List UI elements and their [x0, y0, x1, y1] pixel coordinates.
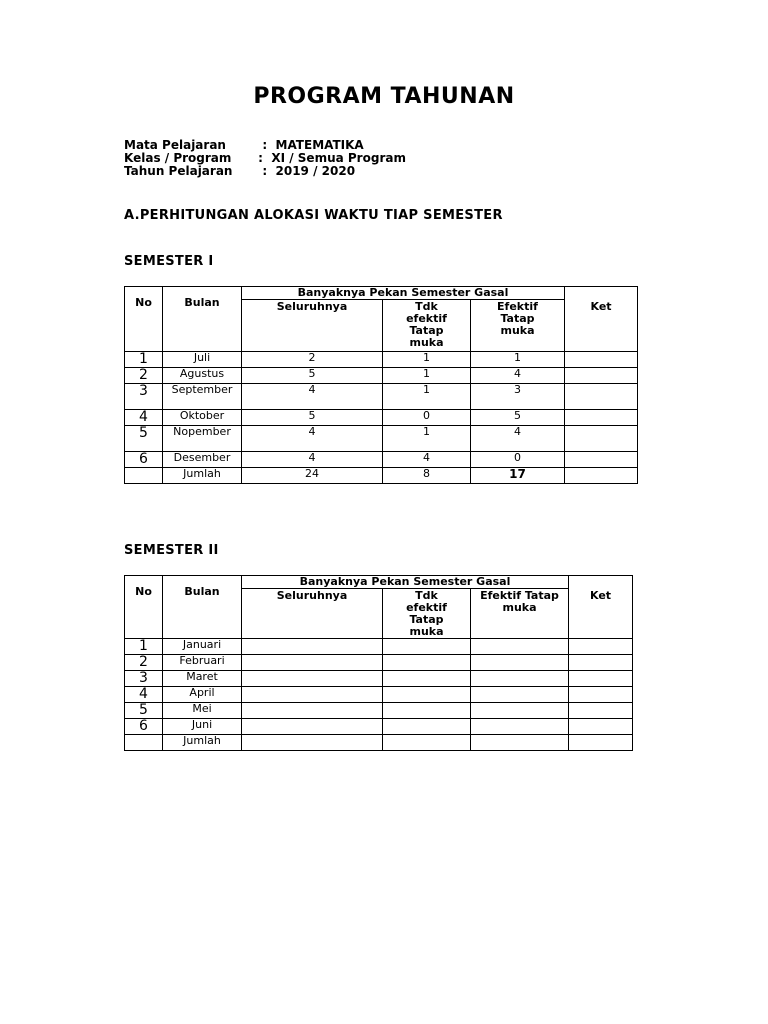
- cell-no: [125, 735, 163, 751]
- cell-ket: [565, 352, 638, 368]
- cell-bulan: Februari: [163, 655, 242, 671]
- cell-ket: [569, 687, 633, 703]
- cell-no: 2: [125, 368, 163, 384]
- table-row: [125, 352, 638, 368]
- semester-1-title: SEMESTER I: [124, 254, 214, 269]
- cell-no: 6: [125, 452, 163, 468]
- semester-2-title: SEMESTER II: [124, 543, 219, 558]
- header-ket: Ket: [565, 287, 638, 352]
- cell-efektif: [471, 639, 569, 655]
- cell-seluruhnya: [242, 655, 383, 671]
- cell-bulan: Juli: [163, 352, 242, 368]
- cell-no: 3: [125, 384, 163, 410]
- header-tdk-efektif: [383, 589, 471, 639]
- cell-bulan: Desember: [163, 452, 242, 468]
- header-no: No: [125, 287, 163, 352]
- table-row: [125, 687, 633, 703]
- cell-tdk: 1: [383, 368, 471, 384]
- cell-efektif: 4: [471, 426, 565, 452]
- cell-ket: [565, 452, 638, 468]
- cell-bulan: Oktober: [163, 410, 242, 426]
- info-label: Tahun Pelajaran: [124, 164, 233, 178]
- table-row: [125, 452, 638, 468]
- cell-no: 2: [125, 655, 163, 671]
- info-value: : XI / Semua Program: [254, 151, 406, 165]
- cell-efektif: 3: [471, 384, 565, 410]
- total-tdk: 8: [383, 468, 471, 484]
- info-label: Kelas / Program: [124, 151, 232, 165]
- table-row: [125, 410, 638, 426]
- cell-bulan: Januari: [163, 639, 242, 655]
- cell-efektif: [471, 671, 569, 687]
- cell-efektif: 5: [471, 410, 565, 426]
- header-efektif: Efektif Tatap muka: [471, 589, 569, 639]
- cell-seluruhnya: 2: [242, 352, 383, 368]
- cell-ket: [569, 655, 633, 671]
- cell-ket: [569, 671, 633, 687]
- cell-no: 1: [125, 639, 163, 655]
- info-value: : 2019 / 2020: [254, 164, 356, 178]
- cell-bulan: September: [163, 384, 242, 410]
- total-row: [125, 468, 638, 484]
- cell-seluruhnya: [242, 719, 383, 735]
- cell-ket: [569, 719, 633, 735]
- header-group: Banyaknya Pekan Semester Gasal: [242, 576, 569, 589]
- header-bulan: Bulan: [163, 287, 242, 352]
- cell-bulan: Nopember: [163, 426, 242, 452]
- cell-tdk: [383, 719, 471, 735]
- section-heading: A.PERHITUNGAN ALOKASI WAKTU TIAP SEMESTER: [124, 208, 503, 223]
- header-efektif: [471, 300, 565, 352]
- page-title: PROGRAM TAHUNAN: [253, 84, 515, 109]
- cell-seluruhnya: 4: [242, 426, 383, 452]
- header-bulan: Bulan: [163, 576, 242, 639]
- cell-seluruhnya: 5: [242, 410, 383, 426]
- cell-tdk: [383, 639, 471, 655]
- cell-efektif: [471, 687, 569, 703]
- cell-seluruhnya: 5: [242, 368, 383, 384]
- cell-no: 5: [125, 426, 163, 452]
- cell-no: 5: [125, 703, 163, 719]
- cell-ket: [565, 468, 638, 484]
- info-label: Mata Pelajaran: [124, 138, 226, 152]
- cell-ket: [565, 384, 638, 410]
- table-row: [125, 426, 638, 452]
- total-label: Jumlah: [163, 468, 242, 484]
- cell-tdk: 4: [383, 452, 471, 468]
- cell-seluruhnya: [242, 639, 383, 655]
- cell-ket: [569, 639, 633, 655]
- cell-tdk: [383, 655, 471, 671]
- total-efektif: 17: [471, 468, 565, 484]
- cell-efektif: [471, 703, 569, 719]
- table-row: [125, 368, 638, 384]
- cell-no: 4: [125, 410, 163, 426]
- cell-efektif: 1: [471, 352, 565, 368]
- header-seluruhnya: Seluruhnya: [242, 589, 383, 639]
- cell-tdk: 1: [383, 384, 471, 410]
- header-tdk-efektif: [383, 300, 471, 352]
- cell-seluruhnya: [242, 703, 383, 719]
- table-row: [125, 639, 633, 655]
- cell-ket: [565, 368, 638, 384]
- cell-no: 6: [125, 719, 163, 735]
- cell-no: 1: [125, 352, 163, 368]
- cell-tdk: [383, 671, 471, 687]
- semester-1-table: [124, 286, 638, 484]
- cell-no: [125, 468, 163, 484]
- table-row: [125, 703, 633, 719]
- cell-seluruhnya: [242, 687, 383, 703]
- cell-efektif: [471, 719, 569, 735]
- cell-bulan: April: [163, 687, 242, 703]
- table-row: [125, 384, 638, 410]
- cell-tdk: [383, 735, 471, 751]
- cell-bulan: Agustus: [163, 368, 242, 384]
- info-value: : MATEMATIKA: [254, 138, 364, 152]
- header-group: Banyaknya Pekan Semester Gasal: [242, 287, 565, 300]
- cell-tdk: 1: [383, 426, 471, 452]
- cell-seluruhnya: 4: [242, 384, 383, 410]
- cell-ket: [569, 703, 633, 719]
- header-tdk-efektif-text: Tdk efektif Tatap muka: [406, 589, 447, 638]
- cell-efektif: [471, 735, 569, 751]
- total-label: Jumlah: [163, 735, 242, 751]
- total-row: [125, 735, 633, 751]
- total-seluruhnya: 24: [242, 468, 383, 484]
- cell-seluruhnya: 4: [242, 452, 383, 468]
- table-row: [125, 719, 633, 735]
- cell-efektif: 4: [471, 368, 565, 384]
- cell-seluruhnya: [242, 735, 383, 751]
- cell-seluruhnya: [242, 671, 383, 687]
- header-seluruhnya: Seluruhnya: [242, 300, 383, 352]
- table-row: [125, 655, 633, 671]
- header-no: No: [125, 576, 163, 639]
- cell-efektif: 0: [471, 452, 565, 468]
- cell-bulan: Juni: [163, 719, 242, 735]
- document-info: [124, 139, 406, 178]
- header-ket: Ket: [569, 576, 633, 639]
- cell-ket: [565, 426, 638, 452]
- cell-tdk: 1: [383, 352, 471, 368]
- cell-ket: [569, 735, 633, 751]
- cell-bulan: Mei: [163, 703, 242, 719]
- cell-ket: [565, 410, 638, 426]
- cell-tdk: [383, 703, 471, 719]
- table-row: [125, 671, 633, 687]
- cell-bulan: Maret: [163, 671, 242, 687]
- cell-tdk: [383, 687, 471, 703]
- cell-tdk: 0: [383, 410, 471, 426]
- cell-no: 3: [125, 671, 163, 687]
- cell-efektif: [471, 655, 569, 671]
- info-row-year: [124, 165, 406, 178]
- cell-no: 4: [125, 687, 163, 703]
- header-efektif-text: Efektif Tatap muka: [497, 300, 538, 337]
- header-tdk-efektif-text: Tdk efektif Tatap muka: [406, 300, 447, 349]
- semester-2-table: [124, 575, 633, 751]
